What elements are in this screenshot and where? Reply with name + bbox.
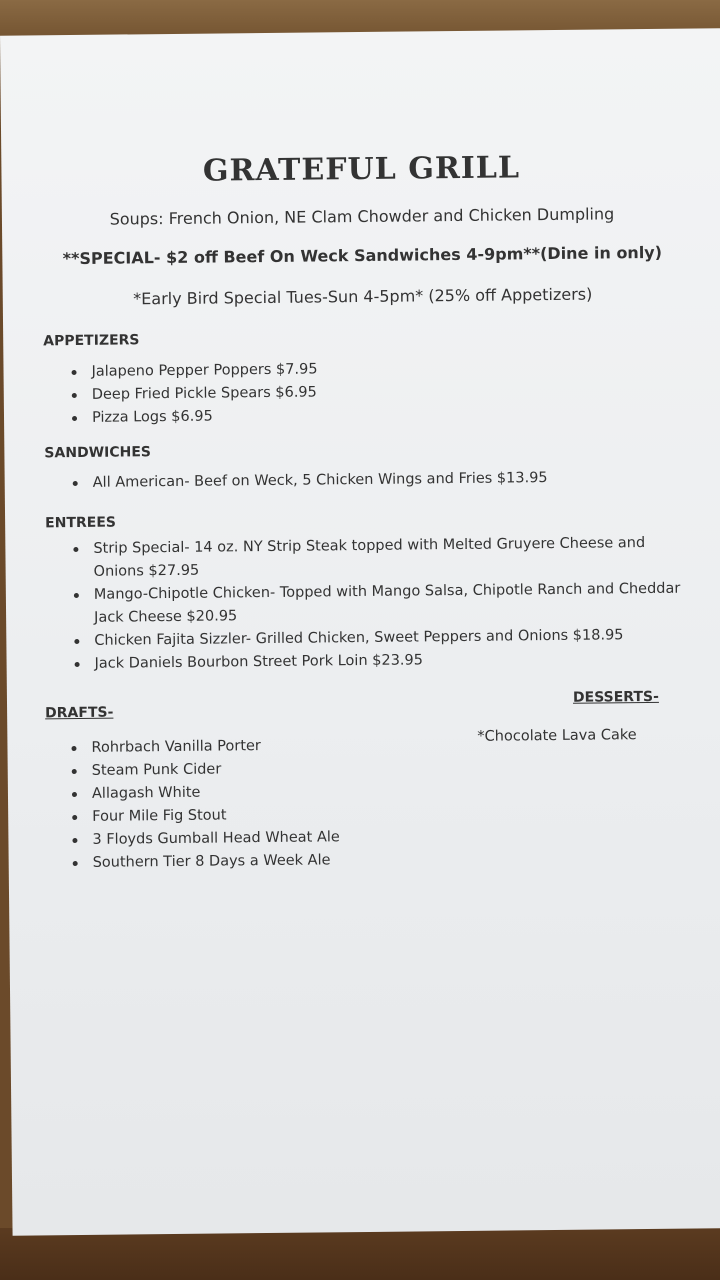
drafts-heading: DRAFTS-: [45, 704, 114, 722]
list-item: Rohrbach Vanilla Porter: [65, 733, 425, 760]
list-item: Deep Fried Pickle Spears $6.95: [66, 378, 686, 407]
early-bird-line: *Early Bird Special Tues-Sun 4-5pm* (25% off Appetizers): [133, 284, 593, 309]
list-item: Pizza Logs $6.95: [66, 401, 686, 430]
list-item: Mango-Chipotle Chicken- Topped with Mango Salsa, Chipotle Ranch and Cheddar Jack Cheese $20.95: [68, 578, 684, 630]
list-item: Jalapeno Pepper Poppers $7.95: [65, 355, 685, 384]
special-line: **SPECIAL- $2 off Beef On Weck Sandwiches 4-9pm**(Dine in only): [62, 242, 663, 269]
list-item: Chicken Fajita Sizzler- Grilled Chicken, Sweet Peppers and Onions $18.95: [68, 624, 684, 653]
dessert-item: *Chocolate Lava Cake: [477, 727, 637, 745]
soups-line: Soups: French Onion, NE Clam Chowder and Chicken Dumpling: [109, 204, 615, 229]
list-item: Strip Special- 14 oz. NY Strip Steak topped with Melted Gruyere Cheese and Onions $27.95: [67, 532, 683, 584]
list-item: Jack Daniels Bourbon Street Pork Loin $23.95: [68, 647, 684, 676]
list-item: Four Mile Fig Stout: [66, 802, 426, 829]
menu-paper: [0, 28, 720, 1235]
wood-table-bottom: [0, 1228, 720, 1280]
list-item: Allagash White: [66, 779, 426, 806]
entrees-heading: ENTREES: [45, 514, 117, 532]
appetizers-list: [65, 355, 686, 430]
sandwiches-heading: SANDWICHES: [44, 444, 152, 462]
list-item: All American- Beef on Weck, 5 Chicken Wings and Fries $13.95: [67, 466, 687, 495]
entrees-list: [67, 532, 684, 676]
appetizers-heading: APPETIZERS: [43, 332, 140, 350]
list-item: 3 Floyds Gumball Head Wheat Ale: [66, 825, 426, 852]
list-item: Southern Tier 8 Days a Week Ale: [67, 848, 427, 875]
sandwiches-list: [67, 466, 687, 495]
desserts-heading: DESSERTS-: [572, 688, 659, 706]
list-item: Steam Punk Cider: [66, 756, 426, 783]
menu-title: GRATEFUL GRILL: [202, 150, 521, 189]
drafts-list: [65, 733, 426, 875]
